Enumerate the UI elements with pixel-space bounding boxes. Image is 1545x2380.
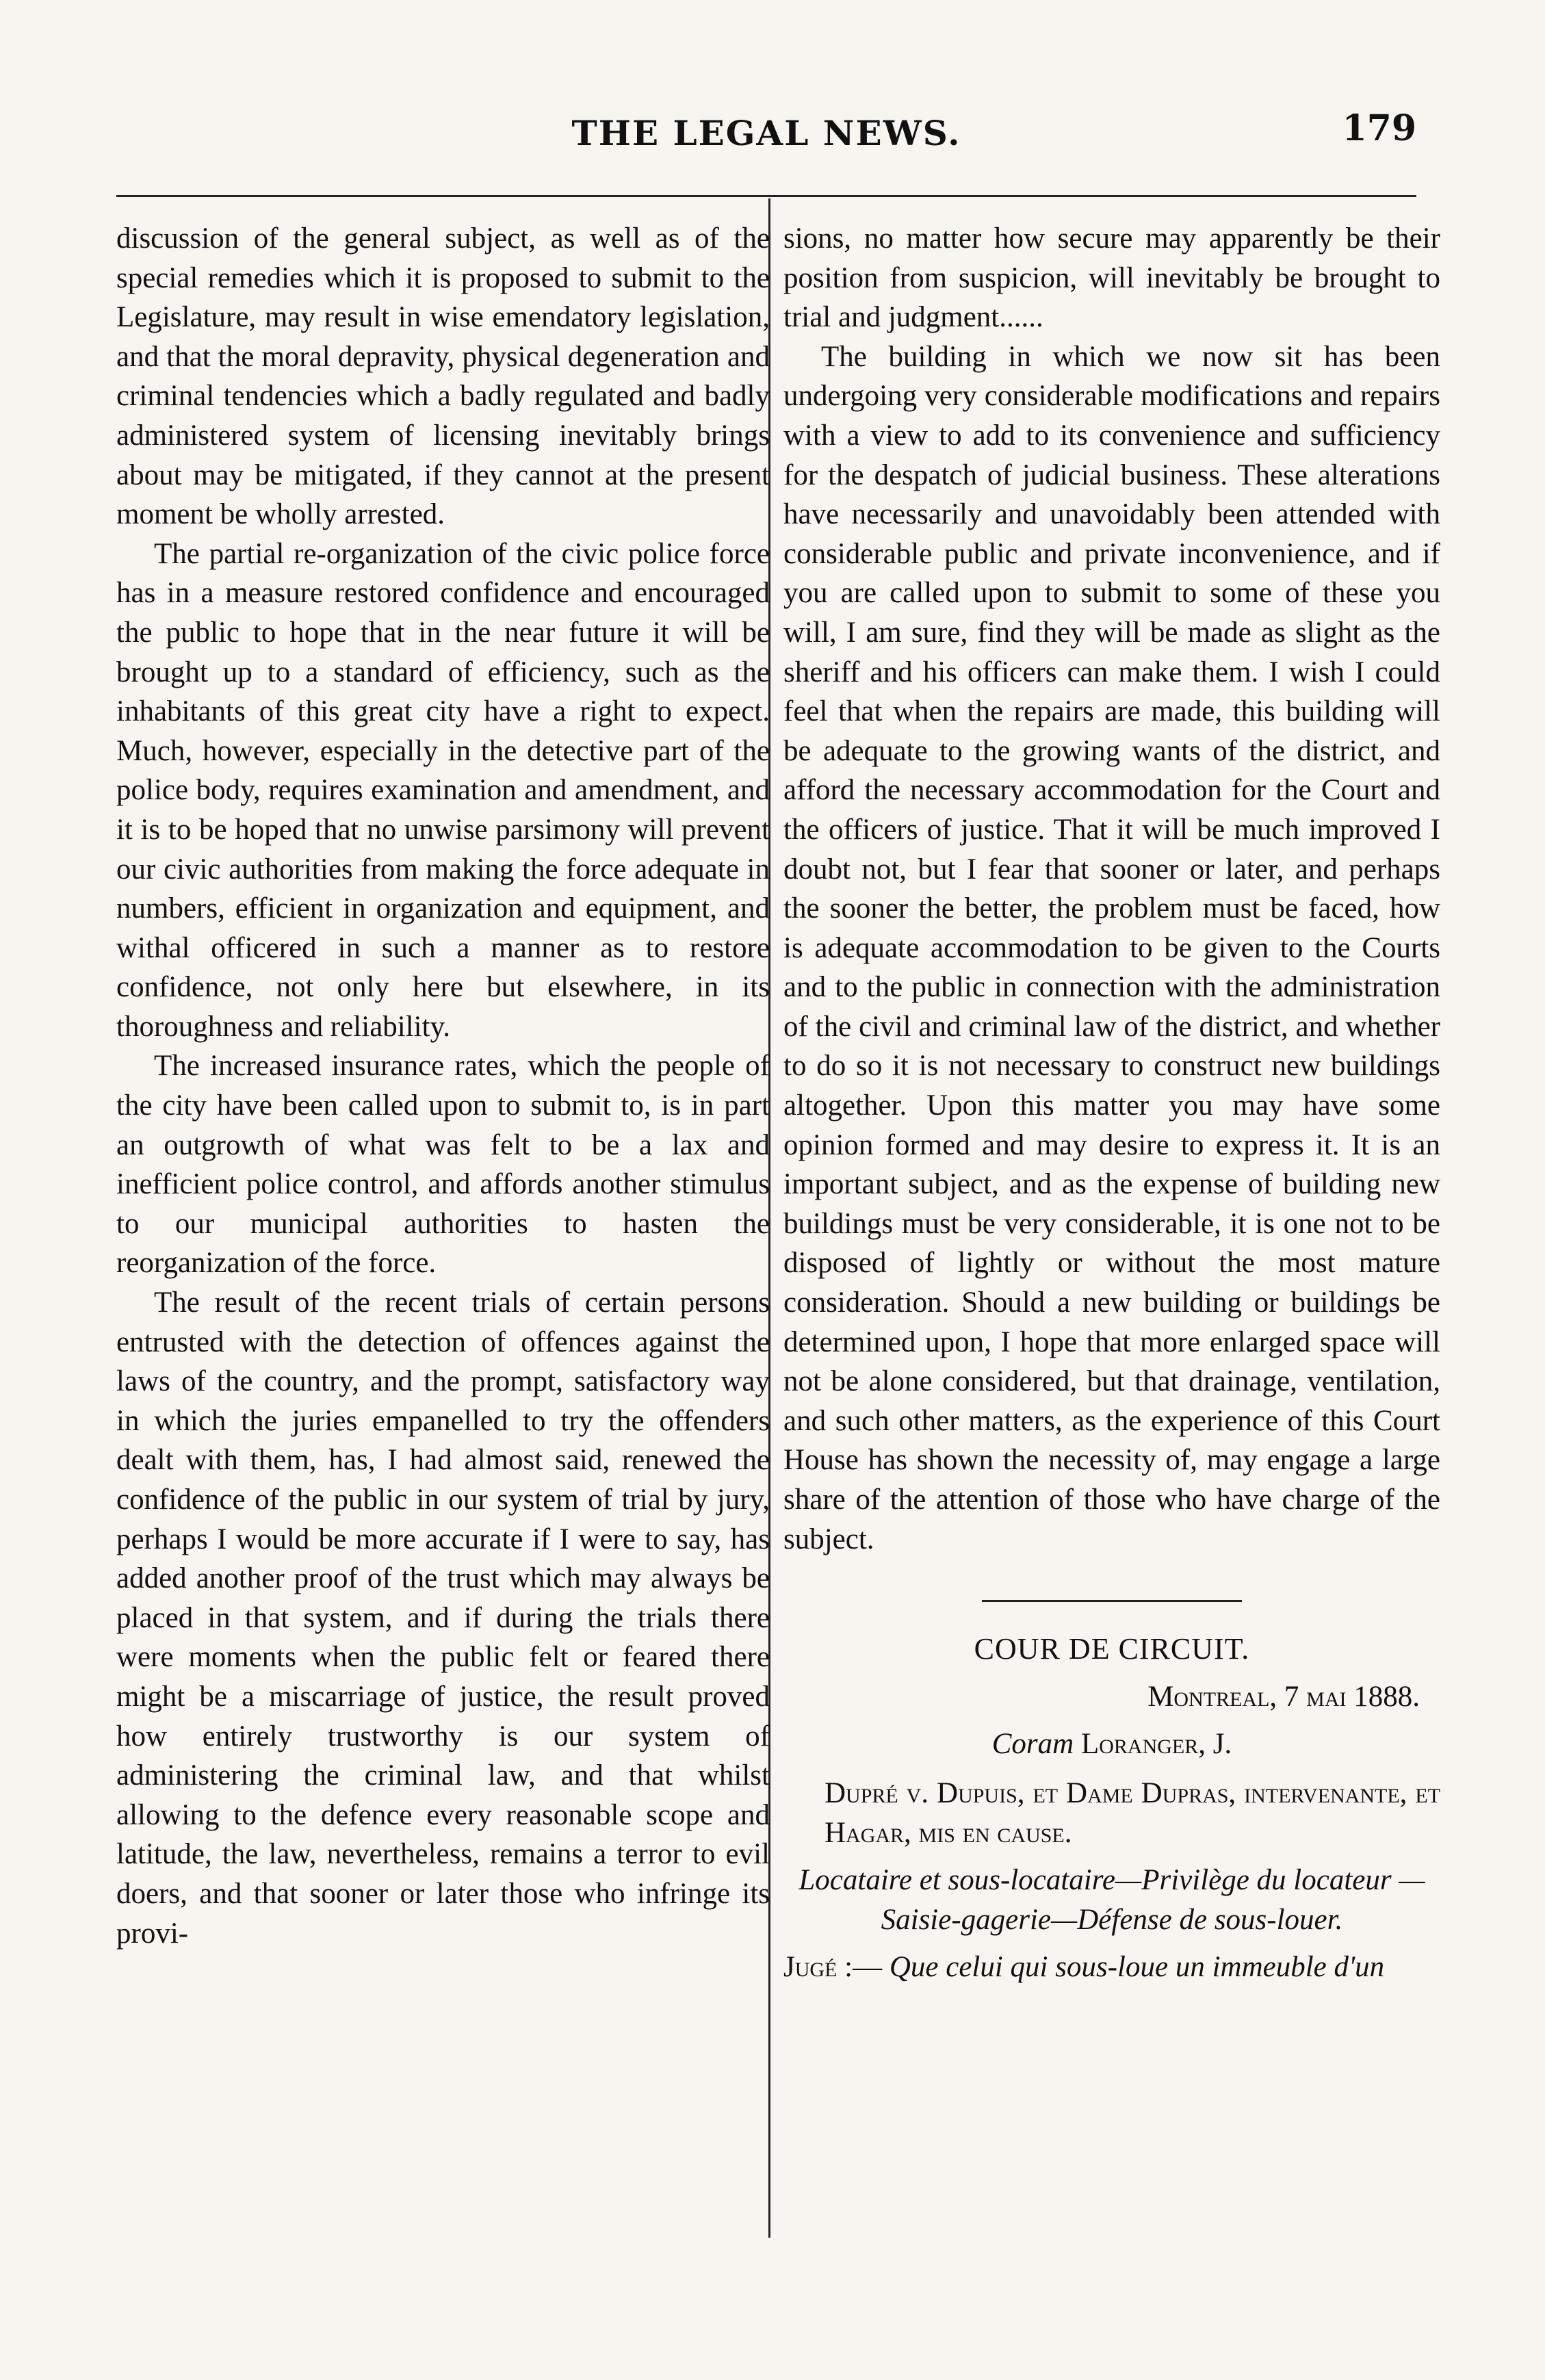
court-heading: COUR DE CIRCUIT.	[974, 1632, 1250, 1666]
case-parties: Dupré v. Dupuis, et Dame Dupras, intervenante, et Hagar, mis en cause.	[825, 1776, 1440, 1849]
running-title: THE LEGAL NEWS.	[571, 113, 961, 153]
page-header	[116, 107, 1416, 174]
right-column	[783, 219, 1440, 1987]
dateline: Montreal, 7 mai 1888.	[1147, 1680, 1420, 1713]
paragraph: sions, no matter how secure may apparently be their position from suspicion, will inevitably be brought to trial and judgment......	[783, 222, 1440, 334]
page-number: 179	[1342, 107, 1416, 149]
paragraph: The increased insurance rates, which the people of the city have been called upon to submit to, is in part an outgrowth of what was felt to be a lax and inefficient police control, and affords another stimulus to our municipal authorities to hasten the reorganization of the force.	[116, 1050, 770, 1280]
paragraph: The partial re-organization of the civic police force has in a measure restored confidence and encouraged the public to hope that in the near future it will be brought up to a standard of efficiency, such as the inhabitants of this great city have a right to expect. Much, however, especially in the detective part of the police body, requires examination and amendment, and it is to be hoped that no unwise parsimony will prevent our civic authorities from making the force adequate in numbers, efficient in organization and equipment, and withal officered in such a manner as to restore confidence, not only here but elsewhere, in its thoroughness and reliability.	[116, 537, 770, 1043]
held-text: Que celui qui sous-loue un immeuble d'un	[889, 1951, 1385, 1984]
coram-judge: Loranger, J.	[1080, 1728, 1232, 1761]
left-column	[116, 219, 770, 1953]
held-label: Jugé :—	[783, 1951, 883, 1984]
held-line	[783, 1948, 1440, 1987]
paragraph: The building in which we now sit has been undergoing very considerable modifications and repairs with a view to add to its convenience and sufficiency for the despatch of judicial business. These alterations have necessarily and unavoidably been attended with considerable public and private inconvenience, and if you are called upon to submit to some of these you will, I am sure, find they will be made as slight as the sheriff and his officers can make them. I wish I could feel that when the repairs are made, this building will be adequate to the growing wants of the district, and afford the necessary accommodation for the Court and the officers of justice. That it will be much improved I doubt not, but I fear that sooner or later, and perhaps the sooner the better, the problem must be faced, how is adequate accommodation to be given to the Courts and to the public in connection with the administration of the civil and criminal law of the district, and whether to do so it is not necessary to construct new buildings altogether. Upon this matter you may have some opinion formed and may desire to express it. It is an important subject, and as the expense of building new buildings must be very considerable, it is one not to be disposed of lightly or without the most mature consideration. Should a new building or buildings be determined upon, I hope that more enlarged space will not be alone considered, but that drainage, ventilation, and such other matters, as the experience of this Court House has shown the necessity of, may engage a large share of the attention of those who have charge of the subject.	[783, 340, 1440, 1555]
coram-word: Coram	[991, 1728, 1074, 1761]
coram-line	[783, 1724, 1440, 1764]
paragraph: The result of the recent trials of certain persons entrusted with the detection of offences against the laws of the country, and the prompt, satisfactory way in which the juries empanelled to try the offenders dealt with them, has, I had almost said, renewed the confidence of the public in our system of trial by jury, perhaps I would be more accurate if I were to say, has added another proof of the trust which may always be placed in that system, and if during the trials there were moments when the public felt or feared there might be a miscarriage of justice, the result proved how entirely trustworthy is our system of administering the criminal law, and that whilst allowing to the defence every reasonable scope and latitude, the law, nevertheless, remains a terror to evil doers, and that sooner or later those who infringe its provi-	[116, 1286, 770, 1950]
case-subject: Locataire et sous-locataire—Privilège du locateur —Saisie-gagerie—Défense de sous-louer.	[799, 1864, 1425, 1936]
section-rule	[982, 1600, 1242, 1602]
paragraph: discussion of the general subject, as well as of the special remedies which it is proposed to submit to the Legislature, may result in wise emendatory legislation, and that the moral depravity, physical degeneration and criminal tendencies which a badly regulated and badly administered system of licensing inevitably brings about may be mitigated, if they cannot at the present moment be wholly arrested.	[116, 222, 770, 531]
header-rule	[116, 195, 1416, 197]
